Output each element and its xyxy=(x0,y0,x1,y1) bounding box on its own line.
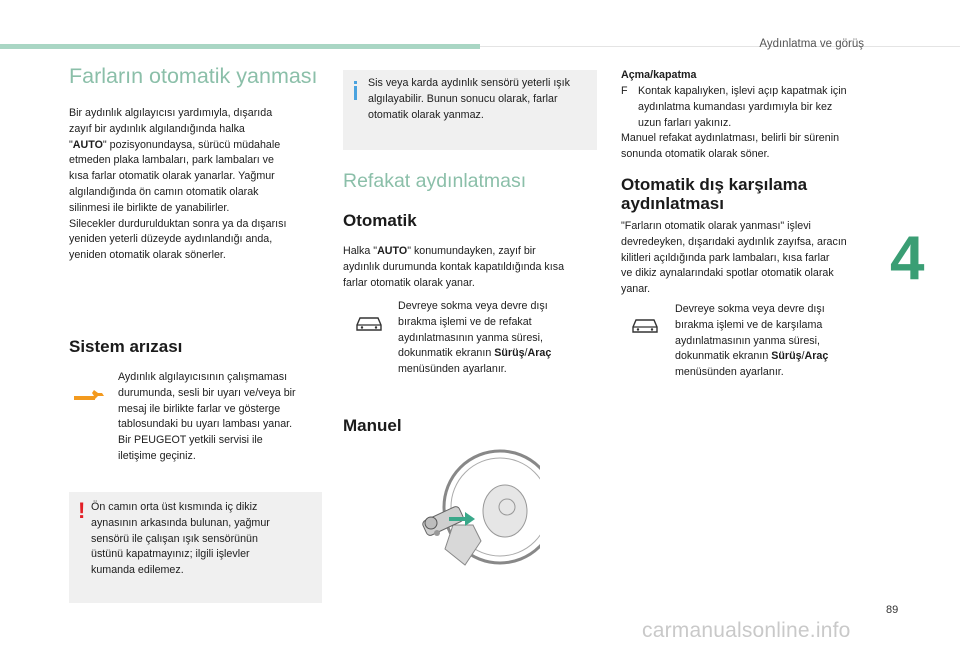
header-accent-bar xyxy=(0,44,480,49)
auto-lights-paragraph: Bir aydınlık algılayıcısı yardımıyla, dışarıda zayıf bir aydınlık algılandığında halka "AUTO" pozisyonundaysa, sürücü müdahale etmeden plaka lambaları, park lambaları ve kısa farlar otomatik olarak yanarlar. Yağmur algılandığında ön camın otomatik olarak silinmesi ile birlikte de yanabilirler. Silecekler durdurulduktan sonra ya da dışarısı yeniden yeterli düzeyde aydınlandığı anda, yeniden otomatik olarak sönerler. xyxy=(69,107,287,262)
welcome-text: "Farların otomatik olarak yanması" işlevi devredeyken, dışarıdaki aydınlık zayıfsa, aracın kilitleri açıldığında park lambaları, kısa farlar ve dikiz aynalarındaki spotlar otomatik olarak yanar. xyxy=(621,220,847,296)
welcome-settings-note: Devreye sokma veya devre dışı bırakma işlemi ve de karşılama aydınlatmasının yanma süresi, dokunmatik ekranın Sürüş/Araç menüsünden ayarlanır. xyxy=(675,303,829,379)
automatic-heading: Otomatik xyxy=(343,211,417,230)
header-rule xyxy=(480,46,960,47)
car-icon xyxy=(630,315,660,335)
automatic-text: Halka "AUTO" konumundayken, zayıf bir aydınlık durumunda kontak kapatıldığında kısa farlar otomatik olarak yanar. xyxy=(343,245,565,289)
warning-box xyxy=(69,492,322,603)
fault-text: Aydınlık algılayıcısının çalışmaması durumunda, sesli bir uyarı ve/veya bir mesaj ile birlikte farlar ve gösterge tablosundaki bu uyarı lambası yanar. Bir PEUGEOT yetkili servisi ile iletişime geçiniz. xyxy=(118,371,296,462)
page-number: 89 xyxy=(886,604,899,616)
info-text: Sis veya karda aydınlık sensörü yeterli ışık algılayabilir. Bunun sonucu olarak, farlar otomatik olarak yanmaz. xyxy=(368,77,570,121)
onoff-text: Manuel refakat aydınlatması, belirli bir sürenin sonunda otomatik olarak söner. xyxy=(621,132,840,160)
escort-lighting-heading: Refakat aydınlatması xyxy=(343,170,527,192)
onoff-bullet: Kontak kapalıyken, işlevi açıp kapatmak için aydınlatma kumandası yardımıyla bir kez uzun farları yakınız. xyxy=(638,85,847,129)
manual-heading: Manuel xyxy=(343,416,402,435)
automatic-settings-note: Devreye sokma veya devre dışı bırakma işlemi ve de refakat aydınlatmasının yanma süresi, dokunmatik ekranın Sürüş/Araç menüsünden ayarlanır. xyxy=(398,300,552,376)
car-icon xyxy=(354,313,384,333)
page-title: Farların otomatik yanması xyxy=(69,64,318,88)
steering-wheel-illustration xyxy=(405,445,540,580)
section-title: Aydınlatma ve görüş xyxy=(759,38,864,50)
info-icon xyxy=(354,86,357,100)
fault-heading: Sistem arızası xyxy=(69,337,183,356)
warning-text: Ön camın orta üst kısmında iç dikiz aynasının arkasında bulunan, yağmur sensörü ile çalışan ışık sensörünün üstünü kapatmayınız; ilgili işlevler kumanda edilemez. xyxy=(91,501,270,577)
wrench-icon xyxy=(72,388,106,404)
info-box xyxy=(343,70,597,150)
chapter-number: 4 xyxy=(890,224,925,293)
onoff-heading: Açma/kapatma xyxy=(621,69,697,81)
welcome-lighting-heading: Otomatik dış karşılama aydınlatması xyxy=(621,175,808,213)
info-icon-dot xyxy=(354,81,357,84)
bullet-symbol: F xyxy=(621,85,628,97)
warning-icon: ! xyxy=(78,498,86,523)
watermark: carmanualsonline.info xyxy=(642,619,851,642)
